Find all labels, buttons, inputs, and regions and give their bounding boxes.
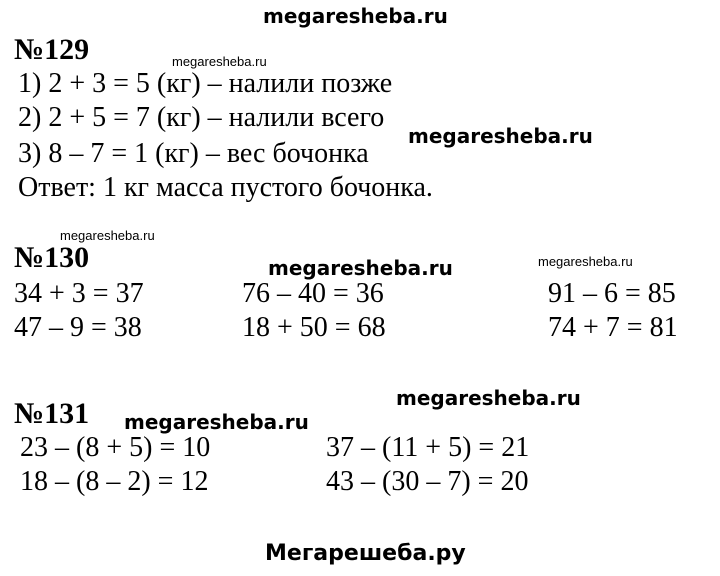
watermark-130-small-right: megaresheba.ru: [538, 254, 633, 269]
problem-130-r2-c2: 18 + 50 = 68: [242, 312, 386, 343]
watermark-top: megaresheba.ru: [263, 4, 448, 28]
problem-129-line-2: 2) 2 + 5 = 7 (кг) – налили всего: [18, 102, 385, 133]
problem-129-number: №129: [14, 33, 90, 66]
problem-130-r1-c1: 34 + 3 = 37: [14, 278, 144, 309]
problem-130-r2-c3: 74 + 7 = 81: [548, 312, 678, 343]
problem-129-line-3: 3) 8 – 7 = 1 (кг) – вес бочонка: [18, 138, 369, 169]
problem-130-r1-c2: 76 – 40 = 36: [242, 278, 384, 309]
problem-130-r1-c3: 91 – 6 = 85: [548, 278, 676, 309]
problem-129-line-1: 1) 2 + 3 = 5 (кг) – налили позже: [18, 68, 393, 99]
problem-130-number: №130: [14, 241, 90, 274]
problem-131-r2-c2: 43 – (30 – 7) = 20: [326, 466, 529, 497]
watermark-129-small: megaresheba.ru: [172, 54, 267, 69]
problem-131-r1-c2: 37 – (11 + 5) = 21: [326, 432, 530, 463]
problem-131-r1-c1: 23 – (8 + 5) = 10: [20, 432, 211, 463]
watermark-130-small-left: megaresheba.ru: [60, 228, 155, 243]
problem-130-r2-c1: 47 – 9 = 38: [14, 312, 142, 343]
problem-129-answer: Ответ: 1 кг масса пустого бочонка.: [18, 172, 433, 203]
problem-131-number: №131: [14, 397, 90, 430]
footer-brand: Мегарешеба.ру: [265, 541, 466, 566]
watermark-131-right: megaresheba.ru: [396, 386, 581, 410]
watermark-130-mid: megaresheba.ru: [268, 256, 453, 280]
watermark-131-left: megaresheba.ru: [124, 410, 309, 434]
watermark-129-right: megaresheba.ru: [408, 124, 593, 148]
problem-131-r2-c1: 18 – (8 – 2) = 12: [20, 466, 209, 497]
